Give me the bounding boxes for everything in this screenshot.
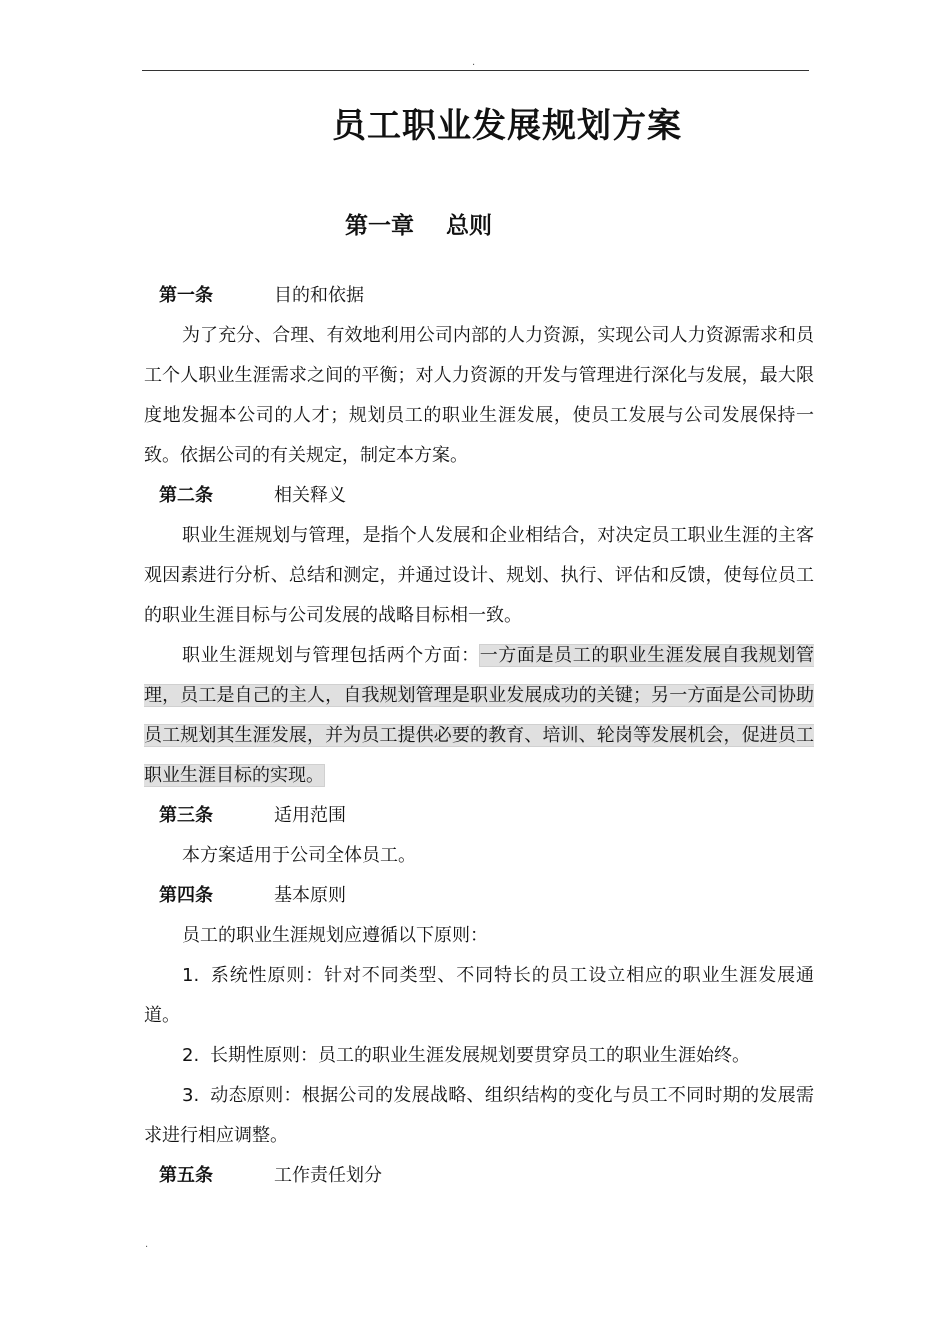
list-text: 长期性原则：员工的职业生涯发展规划要贯穿员工的职业生涯始终。 <box>210 1045 750 1066</box>
list-item <box>144 1036 814 1076</box>
article-heading <box>144 276 814 316</box>
paragraph: 员工的职业生涯规划应遵循以下原则： <box>182 925 488 946</box>
paragraph: 本方案适用于公司全体员工。 <box>182 845 416 866</box>
article-number: 第四条 <box>159 885 213 906</box>
paragraph: 为了充分、合理、有效地利用公司内部的人力资源，实现公司人力资源需求和员工个人职业生涯需求之间的平衡；对人力资源的开发与管理进行深化与发展，最大限度地发掘本公司的人才；规划员工的职业生涯发展，使员工发展与公司发展保持一致。依据公司的有关规定，制定本方案。 <box>144 325 814 466</box>
paragraph <box>144 636 814 796</box>
list-item <box>144 956 814 1036</box>
article-name: 适用范围 <box>274 805 346 826</box>
article-name: 目的和依据 <box>274 285 364 306</box>
article-name: 基本原则 <box>274 885 346 906</box>
chapter-name: 总则 <box>446 213 493 239</box>
document-body <box>144 276 814 1196</box>
header-mark: . <box>472 57 476 68</box>
chapter-label: 第一章 <box>345 213 414 239</box>
list-number: 2. <box>182 1045 200 1066</box>
article-heading <box>144 876 814 916</box>
article-number: 第二条 <box>159 485 213 506</box>
article-heading <box>144 1156 814 1196</box>
list-text: 动态原则：根据公司的发展战略、组织结构的变化与员工不同时期的发展需求进行相应调整。 <box>144 1085 814 1146</box>
paragraph-lead: 职业生涯规划与管理包括两个方面： <box>182 645 480 666</box>
article-name: 工作责任划分 <box>274 1165 382 1186</box>
header-rule <box>142 70 809 71</box>
list-number: 1. <box>182 965 200 986</box>
document-title: 员工职业发展规划方案 <box>332 106 682 146</box>
footer-mark: . <box>145 1239 149 1250</box>
article-heading <box>144 476 814 516</box>
paragraph: 职业生涯规划与管理，是指个人发展和企业相结合，对决定员工职业生涯的主客观因素进行分析、总结和测定，并通过设计、规划、执行、评估和反馈，使每位员工的职业生涯目标与公司发展的战略目标相一致。 <box>144 525 814 626</box>
article-name: 相关释义 <box>274 485 346 506</box>
article-heading <box>144 796 814 836</box>
list-item <box>144 1076 814 1156</box>
article-number: 第三条 <box>159 805 213 826</box>
article-number: 第一条 <box>159 285 213 306</box>
list-number: 3. <box>182 1085 200 1106</box>
highlighted-selection: 一方面是员工的职业生涯发展自我规划管理，员工是自己的主人，自我规划管理是职业发展成功的关键；另一方面是公司协助员工规划其生涯发展，并为员工提供必要的教育、培训、轮岗等发展机会，促进员工职业生涯目标的实现。 <box>144 645 815 786</box>
article-number: 第五条 <box>159 1165 213 1186</box>
list-text: 系统性原则：针对不同类型、不同特长的员工设立相应的职业生涯发展通道。 <box>144 965 814 1026</box>
chapter-heading <box>345 208 492 244</box>
